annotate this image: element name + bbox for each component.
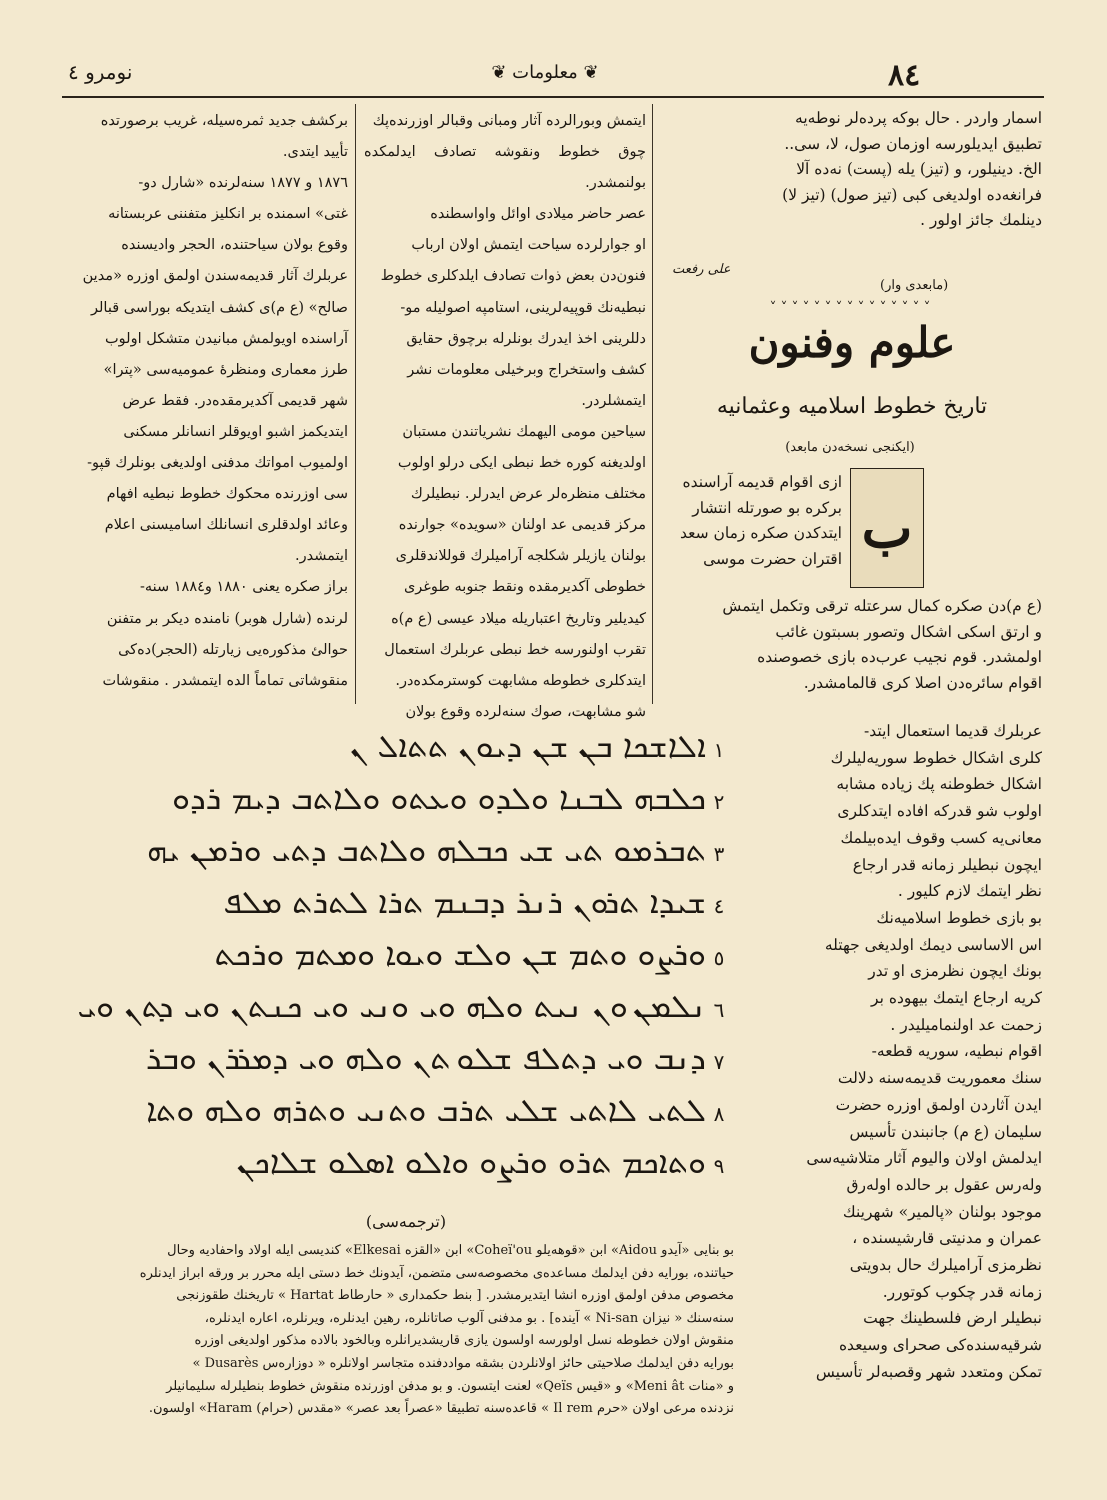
text-line: معانی‌یه کسب وقوف ایده‌بیلمك — [840, 828, 1042, 847]
inscription-text: ܬܒܪܡܘ ܬܝ ܫܝ ܟܒܠܗ ܘܠܐܬܒ ܕܬܝ ܘܪܡܢ ܝܗ — [146, 831, 706, 869]
text-line: طرز معماری ومنظرۀ عمومیه‌سی «پترا» — [103, 361, 348, 378]
text-line: غتی» اسمنده بر انکلیز متفننی عربستانه — [108, 206, 348, 223]
text-line: نزدنده مرعی اولان «حرم Il rem » قاعده‌سنه تطبیقا «عصراً بعد عصر» «مقدس (حرام) Haram» اولسون. — [148, 1401, 734, 1417]
text-line: زمانه قدر چکوب کوتورر. — [882, 1282, 1042, 1301]
text-line: وله‌رس عقول بر حالده اوله‌رق — [846, 1175, 1042, 1194]
inscription-line-5 — [214, 930, 732, 978]
text-line: نبطیلر ارض فلسطینك جهت — [863, 1309, 1042, 1328]
text-line: کشف واستخراج وبرخیلی معلومات نشر — [407, 361, 646, 378]
text-line: ایدن آثاردن اولمق اوزره حضرت — [835, 1095, 1042, 1114]
text-line: ایتمشدر. — [295, 548, 348, 565]
text-line: دینلمك جائز اولور . — [920, 211, 1042, 230]
line-number: ٦ — [713, 998, 725, 1022]
text-line: نظر ایتمك لازم کلیور . — [897, 882, 1042, 901]
text-line: او جوارلرده سیاحت ایتمش اولان ارباب — [411, 237, 646, 254]
text-line: دللرینی اخذ ایدرك بونلرله برچوق حقایق — [406, 330, 646, 347]
text-line: برکشف جدید ثمره‌سیله، غریب برصورتده — [100, 113, 348, 129]
right-column-top — [662, 106, 1042, 234]
issue-number: نومرو ٤ — [68, 60, 133, 84]
text-line: اسمار واردر . حال بوکه پرده‌لر نوطه‌یه — [795, 109, 1042, 127]
line-number: ٤ — [713, 894, 725, 918]
text-line: منقوشاتی تماماً الده ایتمشدر . منقوشات — [102, 672, 348, 689]
translation-title: (ترجمه‌سی) — [365, 1212, 447, 1231]
inscription-text: ܕܢܒ ܘܝ ܕܬܠܦ ܫܠܘ ܬܢ ܘܠܗ ܘܝ ܕܡܪܪܢ ܘܒܪ — [145, 1039, 706, 1077]
text-line: نظرمزی آرامیلرك حال بدویتی — [849, 1256, 1042, 1275]
text-line: اشکال خطوطنه پك زیاده مشابه — [836, 775, 1042, 794]
text-line: اولوب شو قدرکه افاده ایتدکلری — [837, 802, 1042, 821]
inscription-text: ܫܝܕܐ ܬܪܘܢ ܪܢܪ ܕܒܢܡ ܬܪܐ ܠܬܪܬ ܡܠܦ — [223, 883, 706, 921]
inscription-line-1 — [350, 722, 732, 770]
text-line: اولمیوب امواتك مدفنی اولدیغی بونلرك قپو- — [87, 455, 348, 472]
text-line: آراسنده اویولمش مبانیدن متشکل اولوب — [105, 330, 348, 347]
text-line: تأیید ایتدی. — [282, 144, 348, 161]
text-line: برکره بو صورتله انتشار — [692, 498, 842, 517]
text-line: ایتدکلری خطوطه مشابهت کوسترمکده‌در. — [395, 672, 646, 689]
line-number: ٨ — [713, 1102, 725, 1126]
line-number: ٩ — [713, 1154, 725, 1178]
inscription-text: ܠܬܝ ܠܐܬܝ ܫܠܝ ܬܪܒ ܘܬܢܝ ܘܬܪܗ ܘܠܗ ܘܬܐ — [146, 1091, 706, 1129]
inscription-text: ܢܠܡܢ ܘܢ ܢܝܬ ܘܠܗ ܘܝ ܘܢܝ ܘܝ ܟܢܬܢ ܘܝ ܕܬܢ ܘܝ — [77, 987, 706, 1025]
text-line: کریه ارجاع ایتمك بیهوده بر — [871, 989, 1042, 1008]
nabataean-inscription — [77, 712, 732, 1202]
line-number: ٧ — [713, 1050, 725, 1074]
text-line: اقوام سائره‌دن اصلا کری قالمامشدر. — [803, 673, 1042, 692]
line-number: ٣ — [713, 842, 725, 866]
text-line: مرکز قدیمی عد اولنان «سویده» جوارنده — [398, 517, 646, 534]
text-line: بورایه دفن ایدلمك صلاحیتی حائز اولانلردن بشقه مواددفنده متجاسر اولانلره « دوزاره‌س Dusarès » — [192, 1355, 734, 1371]
text-line: ایتدکدن صکره زمان سعد — [679, 524, 842, 543]
inscription-line-2 — [172, 774, 732, 822]
article-note: (ایکنجی نسخه‌دن مابعد) — [785, 440, 915, 455]
text-line: سلیمان (ع م) جانبندن تأسیس — [849, 1122, 1042, 1141]
column-separator-left — [355, 104, 356, 704]
drop-cap-letter: ب — [861, 496, 913, 560]
text-line: ایچون نبطیلر زمانه قدر ارجاع — [852, 855, 1042, 874]
text-line: وعائد اولدقلری انسانلك اسامیسنی اعلام — [104, 517, 348, 534]
author-signature: علی رفعت — [672, 262, 731, 277]
text-line: شو مشابهت، صوك سنه‌لرده وقوع بولان — [405, 703, 646, 720]
text-line: عصر حاضر میلادی اوائل واواسطنده — [430, 206, 646, 223]
text-line: بو بنایی «آیدو Aidou» ابن «قوهه‌یلو Coheï'ou» ابن «القزه Elkesai» کندیسی ایله اولاد واحفادیه وحال — [167, 1243, 734, 1258]
text-line: وقوع بولان سیاحتنده، الحجر وادیسنده — [121, 237, 348, 254]
text-line: براز صکره یعنی ١٨٨٠ و١٨٨٤ سنه- — [139, 579, 348, 596]
text-line: مخصوص مدفن اولمق اوزره انشا ایتدیرمشدر. [ بنط حکمداری « حارطاط Hartat » تاریخنك طقوزنجی — [176, 1288, 734, 1304]
text-line: سی اوزرنده محکوك خطوط نبطیه افهام — [106, 486, 348, 503]
text-line: نبطیه‌نك قوپیه‌لرینی، استامپه اصولیله مو- — [400, 299, 646, 316]
inscription-text: ܐܠܐܫܟܐ ܒܢ ܫܢ ܕܝܘܢ ܬܬܐܠ ܢ — [349, 727, 706, 765]
text-line: ایدلمش اولان والیوم آثار متلاشیه‌سی — [806, 1149, 1042, 1168]
inscription-line-3 — [147, 826, 732, 874]
inscription-text: ܘܪܨܘ ܘܬܡ ܫܢ ܘܠܫ ܘܝܘܐ ܘܡܬܡ ܘܪܟܬ — [214, 935, 706, 973]
continuation-note: (مابعدی وار) — [880, 278, 949, 293]
text-line: اس الاساسی دیمك اولدیغی جهتله — [824, 935, 1042, 954]
text-line: ایتدیکمز اشبو اویوقلر انسانلر مسکنی — [123, 423, 348, 440]
line-number: ٢ — [713, 790, 725, 814]
inscription-line-4 — [223, 878, 732, 926]
text-line: خطوطی آکدیرمقده ونقط جنوبه طوغری — [403, 579, 646, 596]
text-line: عربلرك آثار قدیمه‌سندن اولمق اوزره «مدین — [82, 268, 348, 285]
text-line: ازی اقوام قدیمه آراسنده — [682, 473, 842, 491]
text-line: اقوام نبطیه، سوریه قطعه- — [871, 1042, 1042, 1061]
journal-title-text: معلومات — [512, 62, 578, 83]
dropcap-side-text — [662, 470, 842, 572]
text-line: شهر قدیمی آکدیرمقده‌در. فقط عرض — [122, 392, 348, 409]
drop-cap — [850, 468, 924, 588]
text-line: (ع م)دن صکره کمال سرعتله ترقی وتکمل ایتمش — [722, 597, 1042, 615]
left-column — [66, 106, 348, 697]
text-line: الخ. دینیلور، و (تیز) یله (پست) نه‌ده آلا — [796, 160, 1042, 179]
right-narrow-column — [740, 718, 1042, 1386]
middle-column — [364, 106, 646, 728]
ornament-divider: ˅˅˅˅˅˅˅˅˅˅˅˅˅˅˅ — [769, 300, 935, 316]
text-line: ایتمشلردر. — [581, 392, 646, 409]
section-title: علوم وفنون — [748, 318, 956, 367]
line-number: ١ — [713, 738, 725, 762]
text-line: سنه‌سنك « نیزان Ni-san » آینده] . بو مدفنی آلوب صاتانلره، رهین ایدنلره، ویرنلره، اعاره ایدنلره، — [204, 1310, 734, 1326]
text-line: زحمت عد اولنمامیلیدر . — [890, 1015, 1042, 1034]
ornament-left-icon: ❦ — [491, 62, 513, 83]
text-line: اقتران حضرت موسی — [703, 549, 842, 568]
page-number: ٨٤ — [888, 58, 921, 93]
inscription-line-7 — [146, 1034, 732, 1082]
text-line: تمکن ومتعدد شهر وقصبه‌لر تأسیس — [815, 1362, 1042, 1381]
text-line: ١٨٧٦ و ١٨٧٧ سنه‌لرنده «شارل دو- — [138, 175, 348, 192]
text-line: چوق خطوط ونقوشه تصادف ایدلمکده بولنمشدر. — [364, 144, 646, 192]
text-line: بو بازی خطوط اسلامیه‌نك — [876, 908, 1042, 927]
ornament-right-icon: ❦ — [577, 62, 599, 83]
text-line: تقرب اولنورسه خط نبطی عربلرك استعمال — [384, 641, 646, 658]
inscription-line-9 — [237, 1138, 732, 1186]
text-line: عمران و مدنیتی قارشیسنده ، — [852, 1229, 1042, 1248]
text-line: شرقیه‌سنده‌کی صحرای وسیعده — [838, 1336, 1042, 1355]
right-column-body — [662, 594, 1042, 696]
text-line: حوالئ مذکوره‌یی زیارتله (الحجر)ده‌کی — [118, 641, 348, 658]
text-line: سنك معموریت قدیمه‌سنه دلالت — [837, 1069, 1042, 1088]
text-line: عربلرك قدیما استعمال ایتد- — [864, 722, 1042, 740]
text-line: و ارتق اسکی اشکال وتصور بسبتون غائب — [775, 622, 1042, 641]
text-line: کلری اشکال خطوط سوریه‌لیلرك — [830, 748, 1042, 767]
text-line: بونك ایچون نظرمزی او تدر — [868, 962, 1042, 981]
column-separator-right — [652, 104, 653, 704]
text-line: اولدیغنه کوره خط نبطی ایکی درلو اولوب — [397, 455, 646, 472]
line-number: ٥ — [713, 946, 725, 970]
article-title: تاریخ خطوط اسلامیه وعثمانیه — [716, 394, 988, 419]
text-line: فنون‌دن بعض ذوات تصادف ایلدکلری خطوط — [380, 268, 646, 285]
text-line: تطبیق ایدیلورسه اوزمان صول، لا، سی.. — [784, 134, 1042, 153]
text-line: مختلف منظره‌لر عرض ایدرلر. نبطیلرك — [410, 486, 646, 503]
text-line: اولمشدر. قوم نجیب عرب‌ده بازی خصوصنده — [757, 648, 1042, 667]
translation-text — [66, 1240, 734, 1421]
text-line: حیاتنده، بورایه دفن ایدلمك مساعده‌ی مخصوصه‌سی متضمن، آیدونك خط دستی ایله محرر بر ورقه ابراز ایدنلره — [139, 1265, 734, 1281]
text-line: فرانغه‌ده اولدیغی کبی (تیز صول) (تیز لا) — [782, 185, 1042, 204]
text-line: ایتمش وبورالرده آثار ومبانی وقبالر اوزرنده‌پك — [372, 113, 646, 129]
journal-title — [430, 62, 660, 83]
text-line: موجود بولنان «پالمیر» شهرینك — [842, 1202, 1042, 1221]
text-line: لرنده (شارل هوبر) نامنده دیکر بر متفنن — [106, 610, 348, 627]
text-line: کیدیلیر وتاریخ اعتباریله میلاد عیسی (ع م)ه — [391, 610, 646, 627]
text-line: سیاحین مومی الیهمك نشریاتندن مستبان — [402, 423, 646, 440]
inscription-line-6 — [78, 982, 732, 1030]
inscription-text: ܘܬܐܟܡ ܬܪܘ ܘܪܨܘ ܘܐܠܘ ܐܣܠܘ ܫܠܐܟܢ — [236, 1143, 706, 1181]
text-line: صالح» (ع م)ی کشف ایتدیکه بوراسی قبالر — [91, 299, 348, 316]
text-line: و «منات Meni ât» و «قیس Qeïs» لعنت ایتسون. و بو مدفن اوزرنده منقوش خطوط بنطیلرله سلیمانیلر — [166, 1378, 734, 1394]
inscription-text: ܟܠܒܗ ܠܒܢܐ ܘܠܕܘ ܘܥܬܘ ܘܠܐܬܒ ܕܝܡ ܪܕܘ — [172, 779, 706, 817]
text-line: بولنان یازیلر شکلجه آرامیلرك قوللاندقلری — [395, 548, 646, 565]
header-rule — [62, 96, 1044, 98]
text-line: منقوش اولان خطوطه نسل اولورسه اولسون یازی قاریشدیرانلره وبالخود بالاده مذکور اولدیغی اوزره — [194, 1333, 734, 1349]
inscription-line-8 — [146, 1086, 732, 1134]
